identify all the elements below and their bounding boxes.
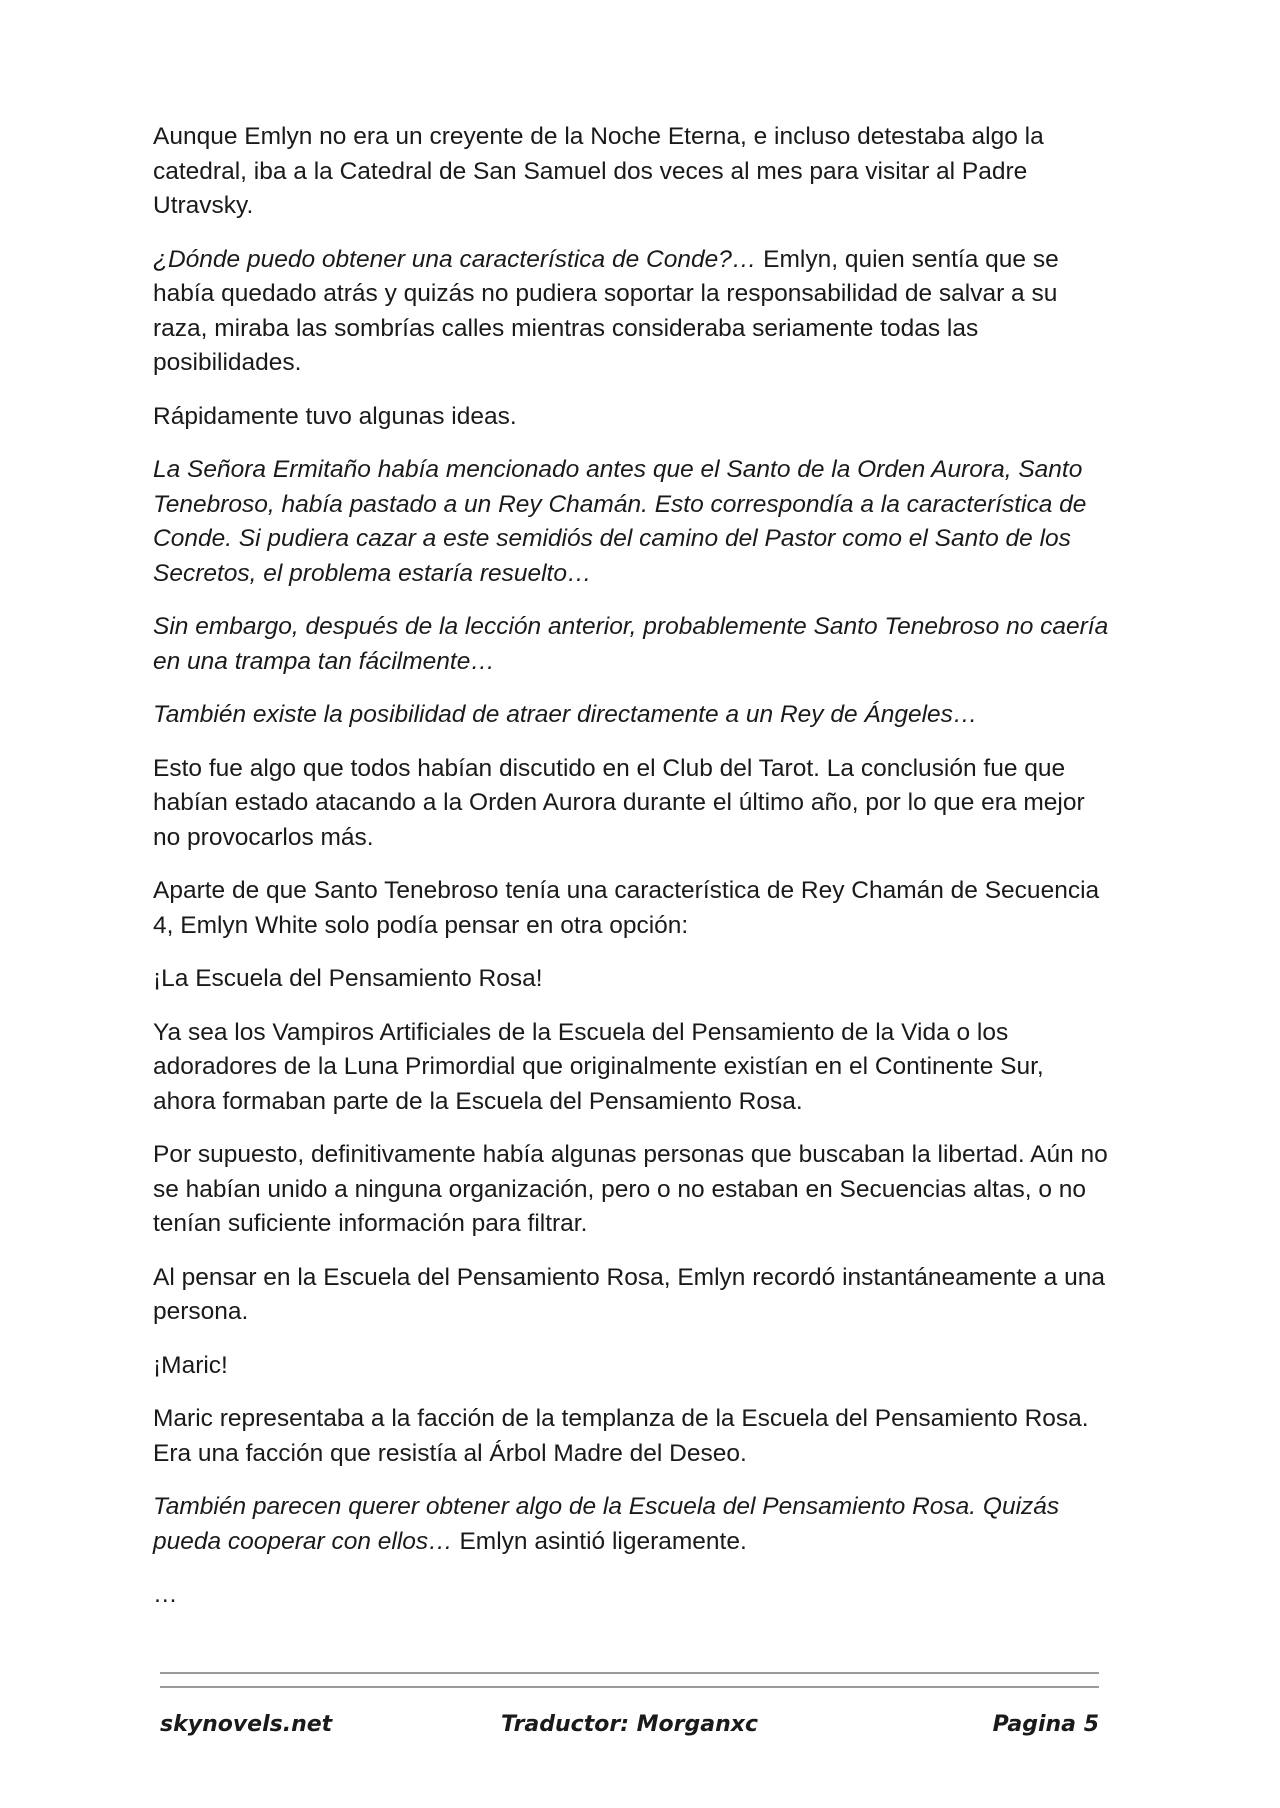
footer-rule-top — [160, 1672, 1099, 1674]
paragraph — [153, 243, 1113, 381]
paragraph-italic-text: ¿Dónde puedo obtener una característica de Conde?… — [153, 245, 757, 273]
paragraph — [153, 120, 1113, 224]
paragraph-italic-text: Sin embargo, después de la lección anterior, probablemente Santo Tenebroso no caería en una trampa tan fácilmente… — [153, 613, 1109, 675]
paragraph — [153, 1138, 1113, 1242]
paragraph-text: ¡Maric! — [153, 1351, 228, 1379]
paragraph-text: Al pensar en la Escuela del Pensamiento Rosa, Emlyn recordó instantáneamente a una persona. — [153, 1263, 1105, 1325]
paragraph — [153, 1016, 1113, 1120]
paragraph — [153, 610, 1113, 679]
paragraph — [153, 698, 1113, 733]
paragraph-text: Ya sea los Vampiros Artificiales de la Escuela del Pensamiento de la Vida o los adoradores de la Luna Primordial que originalmente existían en el Continente Sur, ahora formaban parte de la Escuela del Pensamiento Rosa. — [153, 1018, 1044, 1115]
paragraph-text: ¡La Escuela del Pensamiento Rosa! — [153, 965, 543, 992]
footer-translator: Traductor: Morganxc — [500, 1712, 759, 1737]
paragraph — [153, 962, 1113, 997]
paragraph — [153, 1349, 1113, 1384]
footer-site-name: skynovels.net — [160, 1712, 333, 1737]
paragraph — [153, 1402, 1113, 1471]
paragraph — [153, 752, 1113, 856]
paragraph-text: Aparte de que Santo Tenebroso tenía una característica de Rey Chamán de Secuencia 4, Emlyn White solo podía pensar en otra opción: — [153, 877, 1100, 939]
paragraph-text: Rápidamente tuvo algunas ideas. — [153, 402, 517, 430]
paragraph-text: Emlyn, quien sentía que se había quedado atrás y quizás no pudiera soportar la responsabilidad de salvar a su raza, miraba las sombrías calles mientras consideraba seriamente todas las posibilidades. — [153, 245, 1059, 376]
paragraph — [153, 1490, 1113, 1559]
paragraph — [153, 874, 1113, 943]
footer-page-number: Pagina 5 — [992, 1712, 1099, 1737]
paragraph — [153, 400, 1113, 435]
paragraph-italic-text: También parecen querer obtener algo de la Escuela del Pensamiento Rosa. Quizás pueda cooperar con ellos… — [153, 1493, 1060, 1555]
paragraph-text: Maric representaba a la facción de la templanza de la Escuela del Pensamiento Rosa. Era una facción que resistía al Árbol Madre del Deseo. — [153, 1405, 1089, 1467]
paragraph — [153, 1261, 1113, 1330]
paragraph-text: Por supuesto, definitivamente había algunas personas que buscaban la libertad. Aún no se habían unido a ninguna organización, pero o no estaban en Secuencias altas, o no tenían suficiente información para filtrar. — [153, 1141, 1108, 1237]
chapter-body — [153, 120, 1113, 1632]
paragraph-text: Aunque Emlyn no era un creyente de la Noche Eterna, e incluso detestaba algo la catedral, iba a la Catedral de San Samuel dos veces al mes para visitar al Padre Utravsky. — [153, 123, 1044, 219]
paragraph-text: … — [153, 1581, 178, 1608]
page-footer — [160, 1712, 1099, 1752]
footer-rule-bottom — [160, 1686, 1099, 1688]
paragraph-text: Esto fue algo que todos habían discutido en el Club del Tarot. La conclusión fue que habían estado atacando a la Orden Aurora durante el último año, por lo que era mejor no provocarlos más. — [153, 754, 1085, 851]
paragraph-italic-text: La Señora Ermitaño había mencionado antes que el Santo de la Orden Aurora, Santo Tenebroso, había pastado a un Rey Chamán. Esto correspondía a la característica de Conde. Si pudiera cazar a este semidiós del camino del Pastor como el Santo de los Secretos, el problema estaría resuelto… — [153, 456, 1087, 587]
paragraph-italic-text: También existe la posibilidad de atraer directamente a un Rey de Ángeles… — [153, 701, 978, 728]
paragraph — [153, 1578, 1113, 1613]
paragraph — [153, 453, 1113, 591]
paragraph-text: Emlyn asintió ligeramente. — [452, 1527, 747, 1555]
